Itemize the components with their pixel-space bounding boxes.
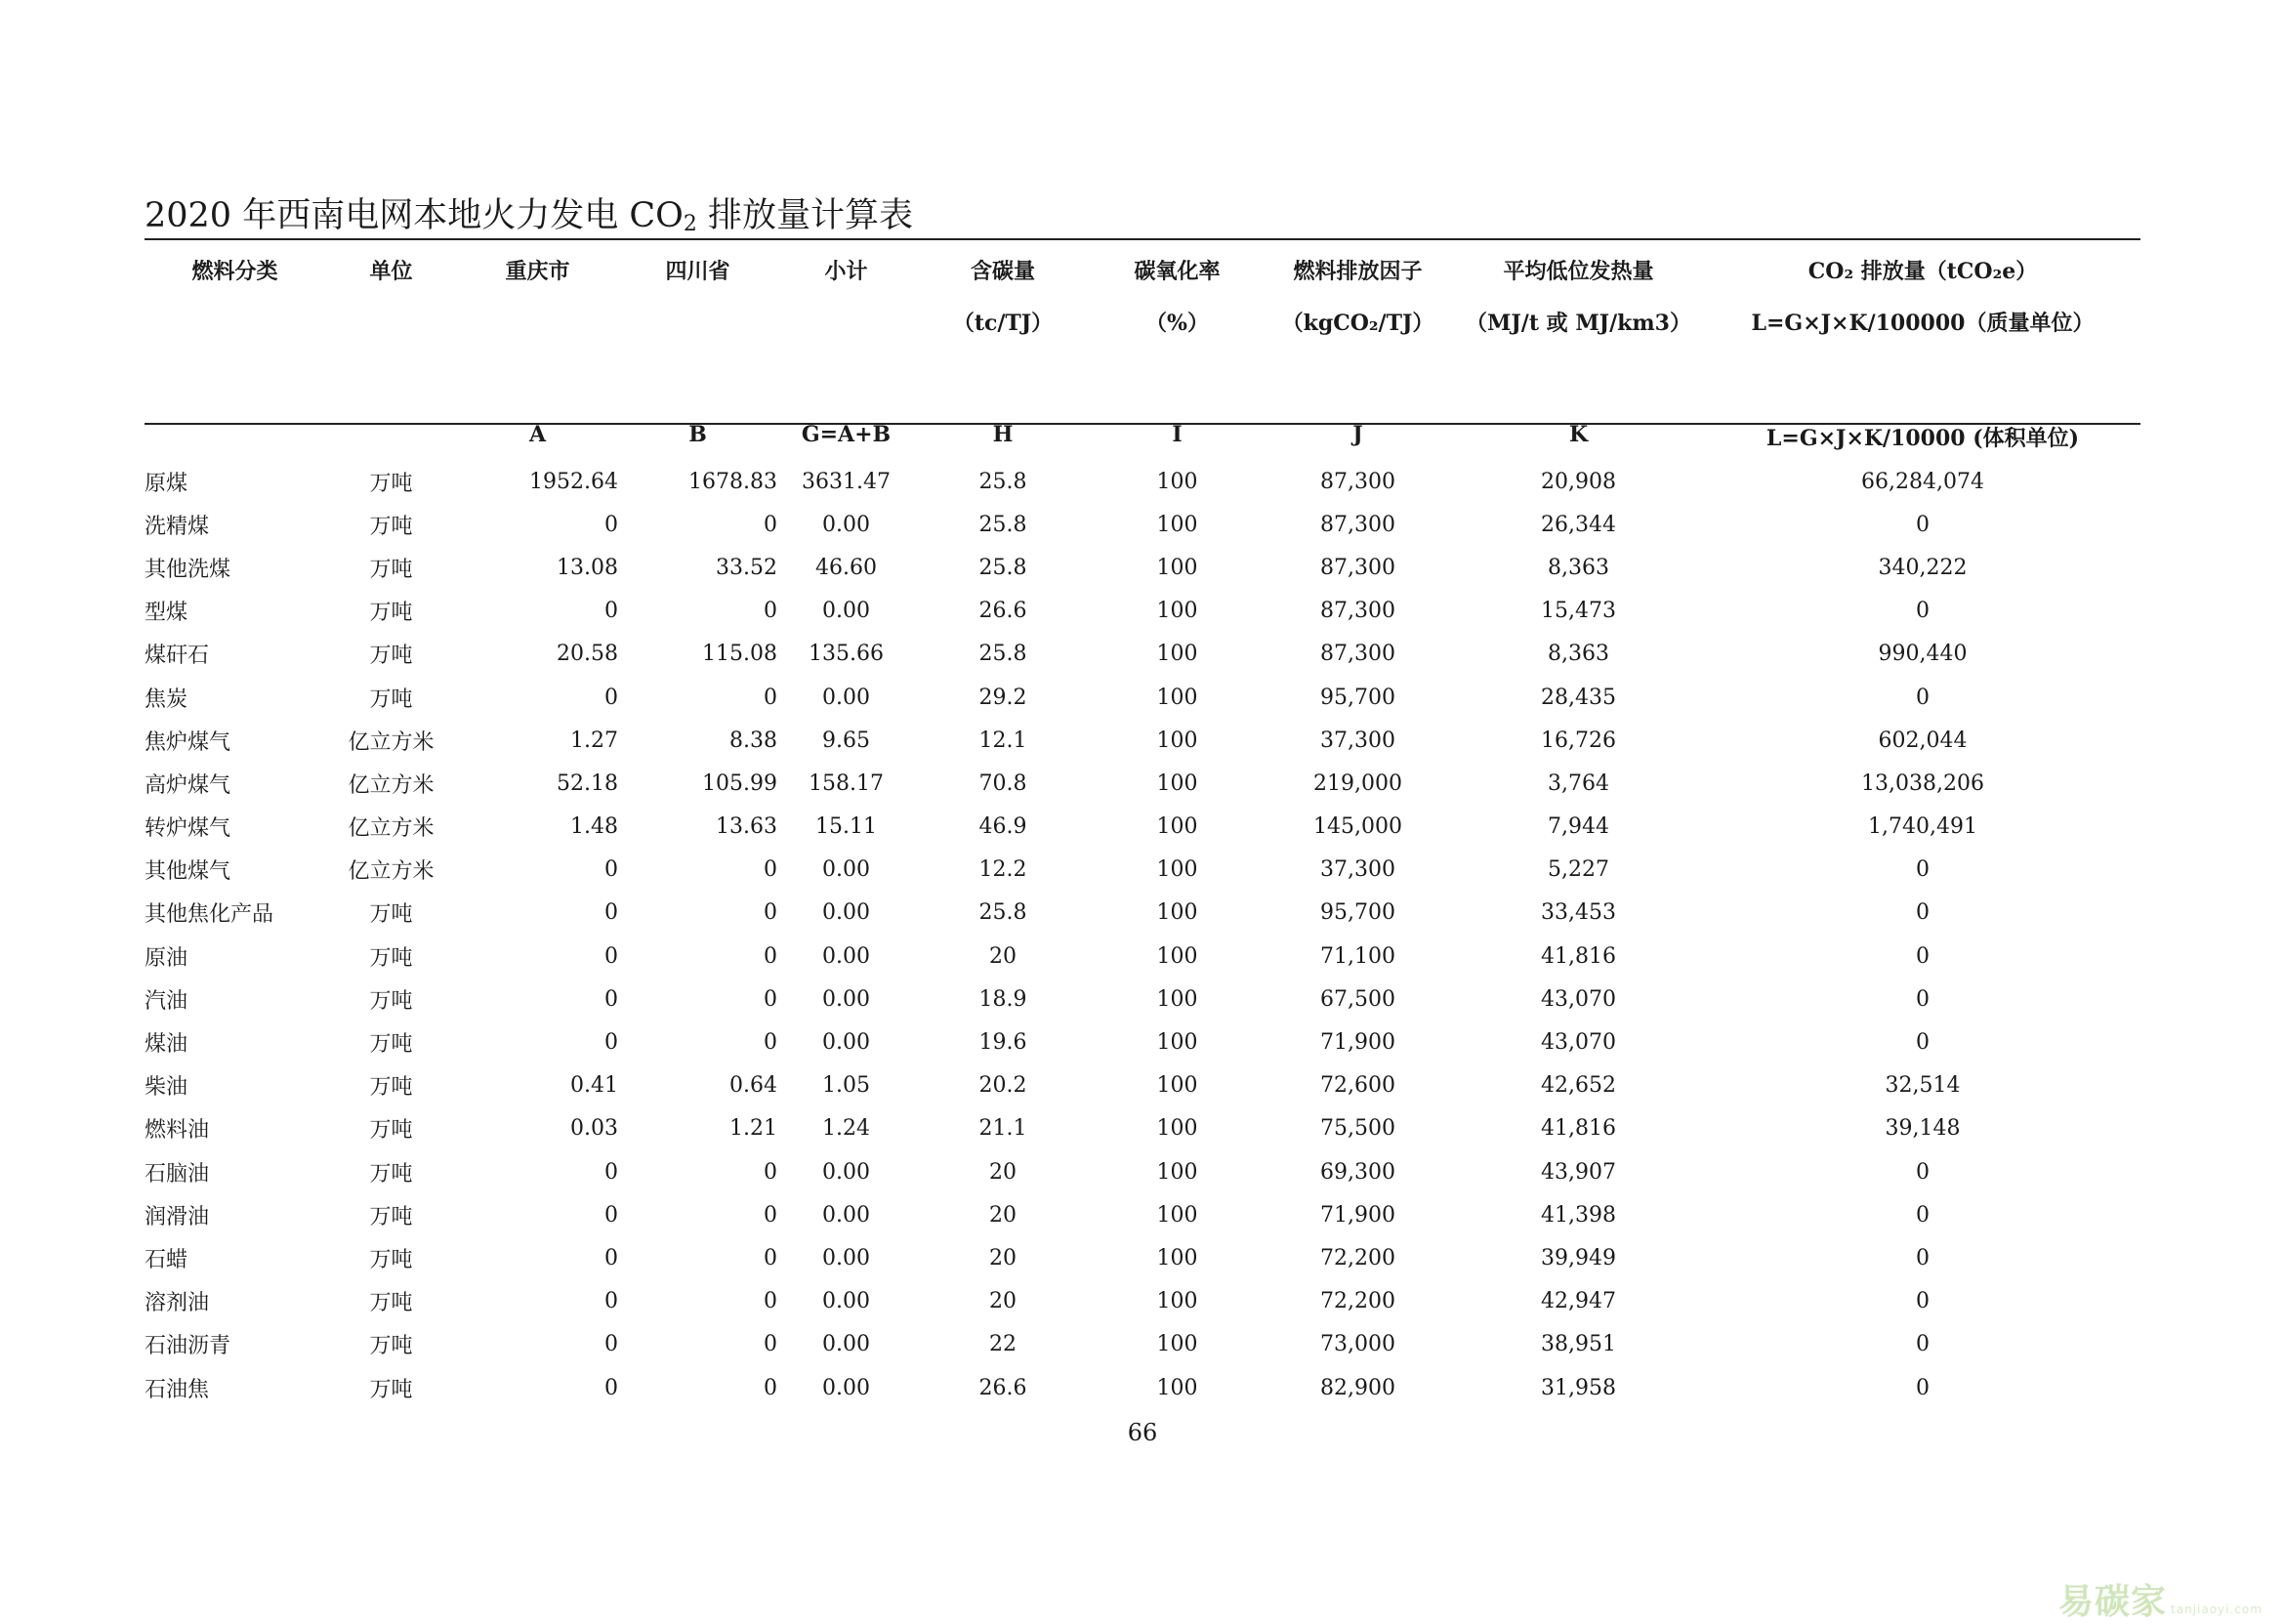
table-row bbox=[145, 1323, 2140, 1366]
co2-emission: 0 bbox=[1916, 1332, 1930, 1357]
table-row bbox=[145, 762, 2140, 805]
oxidation-rate: 100 bbox=[1156, 642, 1198, 667]
carbon-content: 20 bbox=[989, 1202, 1017, 1228]
table-row bbox=[145, 1107, 2140, 1150]
subtotal-value: 46.60 bbox=[815, 555, 877, 580]
emission-factor: 95,700 bbox=[1320, 900, 1395, 926]
table-row bbox=[145, 503, 2140, 546]
unit: 亿立方米 bbox=[348, 816, 435, 842]
carbon-content: 12.1 bbox=[978, 728, 1027, 753]
subtotal-value: 0.00 bbox=[822, 599, 870, 624]
fuel-name: 煤油 bbox=[145, 1032, 188, 1058]
code-i: I bbox=[1172, 422, 1183, 447]
unit-carbon-content: （tc/TJ） bbox=[952, 311, 1054, 336]
chongqing-value: 1.48 bbox=[570, 814, 618, 840]
oxidation-rate: 100 bbox=[1156, 1289, 1198, 1314]
oxidation-rate: 100 bbox=[1156, 1245, 1198, 1270]
fuel-name: 洗精煤 bbox=[145, 514, 210, 539]
heat-value: 41,398 bbox=[1541, 1202, 1616, 1228]
table-row bbox=[145, 452, 2140, 503]
co2-emission: 0 bbox=[1916, 1030, 1930, 1056]
oxidation-rate: 100 bbox=[1156, 814, 1198, 840]
fuel-name: 柴油 bbox=[145, 1075, 188, 1101]
chongqing-value: 0 bbox=[604, 685, 618, 710]
unit: 万吨 bbox=[369, 687, 413, 712]
co2-emission: 13,038,206 bbox=[1861, 770, 1984, 796]
fuel-name: 焦炉煤气 bbox=[145, 729, 231, 755]
heat-value: 33,453 bbox=[1541, 900, 1616, 926]
oxidation-rate: 100 bbox=[1156, 943, 1198, 969]
table-row bbox=[145, 849, 2140, 892]
emission-factor: 145,000 bbox=[1313, 814, 1402, 840]
carbon-content: 25.8 bbox=[978, 555, 1027, 580]
co2-emission: 0 bbox=[1916, 512, 1930, 537]
subtotal-value: 1.05 bbox=[822, 1073, 870, 1099]
table-row bbox=[145, 978, 2140, 1020]
table-row bbox=[145, 1150, 2140, 1193]
chongqing-value: 52.18 bbox=[557, 770, 618, 796]
emission-factor: 37,300 bbox=[1320, 728, 1395, 753]
chongqing-value: 1952.64 bbox=[529, 469, 618, 494]
carbon-content: 21.1 bbox=[978, 1116, 1027, 1142]
unit: 万吨 bbox=[369, 1247, 413, 1272]
table-row bbox=[145, 633, 2140, 676]
sichuan-value: 0 bbox=[764, 599, 777, 624]
co2-emission: 340,222 bbox=[1878, 555, 1968, 580]
heat-value: 43,070 bbox=[1541, 986, 1616, 1012]
carbon-content: 20 bbox=[989, 943, 1017, 969]
carbon-content: 20 bbox=[989, 1159, 1017, 1185]
chongqing-value: 0 bbox=[604, 986, 618, 1012]
chongqing-value: 0 bbox=[604, 900, 618, 926]
subtotal-value: 0.00 bbox=[822, 986, 870, 1012]
heat-value: 42,652 bbox=[1541, 1073, 1616, 1099]
sichuan-value: 0 bbox=[764, 685, 777, 710]
carbon-content: 26.6 bbox=[978, 1375, 1027, 1400]
subtotal-value: 0.00 bbox=[822, 1245, 870, 1270]
carbon-content: 29.2 bbox=[978, 685, 1027, 710]
co2-emission: 1,740,491 bbox=[1868, 814, 1977, 840]
table-row bbox=[145, 1193, 2140, 1236]
fuel-name: 燃料油 bbox=[145, 1118, 210, 1144]
emission-factor: 71,100 bbox=[1320, 943, 1395, 969]
co2-emission: 0 bbox=[1916, 943, 1930, 969]
carbon-content: 18.9 bbox=[978, 986, 1027, 1012]
emissions-table bbox=[145, 244, 2140, 1409]
carbon-content: 19.6 bbox=[978, 1030, 1027, 1056]
table-row bbox=[145, 719, 2140, 762]
unit: 万吨 bbox=[369, 644, 413, 669]
co2-emission: 0 bbox=[1916, 1245, 1930, 1270]
carbon-content: 46.9 bbox=[978, 814, 1027, 840]
page-number: 66 bbox=[1127, 1419, 1158, 1446]
formula-volume-unit: L=G×J×K/10000 (体积单位) bbox=[1765, 426, 2080, 451]
chongqing-value: 1.27 bbox=[570, 728, 618, 753]
unit-oxidation-rate: （%） bbox=[1145, 311, 1209, 336]
header-heat-value: 平均低位发热量 bbox=[1503, 259, 1654, 284]
fuel-name: 其他洗煤 bbox=[145, 557, 231, 582]
emission-factor: 67,500 bbox=[1320, 986, 1395, 1012]
table-row bbox=[145, 590, 2140, 633]
unit: 亿立方米 bbox=[348, 772, 435, 798]
unit: 万吨 bbox=[369, 1377, 413, 1402]
header-row-1 bbox=[145, 244, 2140, 296]
header-sichuan: 四川省 bbox=[665, 259, 730, 284]
oxidation-rate: 100 bbox=[1156, 555, 1198, 580]
fuel-name: 原煤 bbox=[145, 471, 188, 496]
subtotal-value: 0.00 bbox=[822, 943, 870, 969]
unit: 万吨 bbox=[369, 514, 413, 539]
emission-factor: 75,500 bbox=[1320, 1116, 1395, 1142]
heat-value: 41,816 bbox=[1541, 1116, 1616, 1142]
chongqing-value: 0 bbox=[604, 599, 618, 624]
heat-value: 39,949 bbox=[1541, 1245, 1616, 1270]
oxidation-rate: 100 bbox=[1156, 1116, 1198, 1142]
unit: 万吨 bbox=[369, 471, 413, 496]
unit: 万吨 bbox=[369, 1204, 413, 1229]
emission-factor: 95,700 bbox=[1320, 685, 1395, 710]
emission-factor: 37,300 bbox=[1320, 857, 1395, 883]
unit: 万吨 bbox=[369, 902, 413, 928]
co2-emission: 0 bbox=[1916, 986, 1930, 1012]
fuel-name: 溶剂油 bbox=[145, 1291, 210, 1316]
chongqing-value: 0.03 bbox=[570, 1116, 618, 1142]
code-h: H bbox=[992, 422, 1014, 447]
oxidation-rate: 100 bbox=[1156, 1073, 1198, 1099]
unit-heat-value: （MJ/t 或 MJ/km3） bbox=[1466, 311, 1691, 336]
sichuan-value: 0 bbox=[764, 986, 777, 1012]
chongqing-value: 0 bbox=[604, 1332, 618, 1357]
fuel-name: 原油 bbox=[145, 945, 188, 971]
sichuan-value: 1678.83 bbox=[688, 469, 777, 494]
fuel-name: 转炉煤气 bbox=[145, 816, 231, 842]
co2-emission: 0 bbox=[1916, 1375, 1930, 1400]
carbon-content: 25.8 bbox=[978, 512, 1027, 537]
table-row bbox=[145, 806, 2140, 849]
emission-factor: 72,600 bbox=[1320, 1073, 1395, 1099]
co2-emission: 32,514 bbox=[1885, 1073, 1961, 1099]
emission-factor: 87,300 bbox=[1320, 642, 1395, 667]
sichuan-value: 0.64 bbox=[729, 1073, 777, 1099]
unit: 万吨 bbox=[369, 1032, 413, 1058]
sichuan-value: 1.21 bbox=[729, 1116, 777, 1142]
chongqing-value: 0 bbox=[604, 1030, 618, 1056]
fuel-name: 石油沥青 bbox=[145, 1334, 231, 1359]
fuel-name: 高炉煤气 bbox=[145, 772, 231, 798]
subtotal-value: 135.66 bbox=[809, 642, 884, 667]
oxidation-rate: 100 bbox=[1156, 1202, 1198, 1228]
chongqing-value: 0 bbox=[604, 1289, 618, 1314]
table-row bbox=[145, 1366, 2140, 1409]
table-row bbox=[145, 676, 2140, 719]
chongqing-value: 20.58 bbox=[557, 642, 618, 667]
unit: 万吨 bbox=[369, 1161, 413, 1187]
carbon-content: 20.2 bbox=[978, 1073, 1027, 1099]
chongqing-value: 0 bbox=[604, 943, 618, 969]
carbon-content: 22 bbox=[989, 1332, 1017, 1357]
header-carbon-content: 含碳量 bbox=[970, 259, 1035, 284]
table-row bbox=[145, 892, 2140, 935]
subtotal-value: 0.00 bbox=[822, 512, 870, 537]
sichuan-value: 13.63 bbox=[716, 814, 777, 840]
table-row bbox=[145, 546, 2140, 589]
oxidation-rate: 100 bbox=[1156, 1159, 1198, 1185]
carbon-content: 26.6 bbox=[978, 599, 1027, 624]
oxidation-rate: 100 bbox=[1156, 685, 1198, 710]
heat-value: 28,435 bbox=[1541, 685, 1616, 710]
subtotal-value: 0.00 bbox=[822, 685, 870, 710]
unit: 万吨 bbox=[369, 1118, 413, 1144]
co2-emission: 66,284,074 bbox=[1861, 469, 1984, 494]
header-fuel: 燃料分类 bbox=[191, 259, 278, 284]
subtotal-value: 15.11 bbox=[815, 814, 877, 840]
heat-value: 7,944 bbox=[1548, 814, 1609, 840]
carbon-content: 12.2 bbox=[978, 857, 1027, 883]
fuel-name: 其他焦化产品 bbox=[145, 902, 274, 928]
heat-value: 5,227 bbox=[1548, 857, 1609, 883]
co2-emission: 602,044 bbox=[1878, 728, 1968, 753]
carbon-content: 25.8 bbox=[978, 642, 1027, 667]
sichuan-value: 0 bbox=[764, 1375, 777, 1400]
sichuan-value: 8.38 bbox=[729, 728, 777, 753]
unit: 亿立方米 bbox=[348, 859, 435, 885]
subtotal-value: 158.17 bbox=[809, 770, 884, 796]
chongqing-value: 0 bbox=[604, 1202, 618, 1228]
subtotal-value: 0.00 bbox=[822, 1030, 870, 1056]
code-j: J bbox=[1352, 422, 1363, 447]
fuel-name: 焦炭 bbox=[145, 687, 188, 712]
carbon-content: 20 bbox=[989, 1289, 1017, 1314]
sichuan-value: 0 bbox=[764, 512, 777, 537]
header-row-3 bbox=[145, 416, 2140, 452]
unit: 万吨 bbox=[369, 988, 413, 1014]
unit: 万吨 bbox=[369, 945, 413, 971]
formula-mass-unit: L=G×J×K/100000（质量单位） bbox=[1751, 311, 2095, 336]
heat-value: 43,070 bbox=[1541, 1030, 1616, 1056]
sichuan-value: 0 bbox=[764, 1289, 777, 1314]
carbon-content: 70.8 bbox=[978, 770, 1027, 796]
code-g: G=A+B bbox=[801, 422, 892, 447]
co2-emission: 39,148 bbox=[1885, 1116, 1961, 1142]
sichuan-value: 0 bbox=[764, 1159, 777, 1185]
header-oxidation-rate: 碳氧化率 bbox=[1134, 259, 1221, 284]
oxidation-rate: 100 bbox=[1156, 986, 1198, 1012]
unit: 万吨 bbox=[369, 601, 413, 626]
oxidation-rate: 100 bbox=[1156, 857, 1198, 883]
sichuan-value: 115.08 bbox=[702, 642, 777, 667]
emission-factor: 87,300 bbox=[1320, 512, 1395, 537]
header-subtotal: 小计 bbox=[824, 259, 868, 284]
oxidation-rate: 100 bbox=[1156, 512, 1198, 537]
emission-factor: 219,000 bbox=[1313, 770, 1402, 796]
header-emission-factor: 燃料排放因子 bbox=[1293, 259, 1423, 284]
chongqing-value: 13.08 bbox=[557, 555, 618, 580]
co2-emission: 0 bbox=[1916, 1202, 1930, 1228]
co2-emission: 0 bbox=[1916, 1289, 1930, 1314]
fuel-name: 型煤 bbox=[145, 601, 188, 626]
unit: 万吨 bbox=[369, 1334, 413, 1359]
heat-value: 16,726 bbox=[1541, 728, 1616, 753]
header-unit: 单位 bbox=[369, 259, 413, 284]
sichuan-value: 0 bbox=[764, 1030, 777, 1056]
co2-emission: 0 bbox=[1916, 685, 1930, 710]
heat-value: 38,951 bbox=[1541, 1332, 1616, 1357]
unit: 万吨 bbox=[369, 557, 413, 582]
subtotal-value: 0.00 bbox=[822, 1159, 870, 1185]
fuel-name: 石油焦 bbox=[145, 1377, 210, 1402]
subtotal-value: 0.00 bbox=[822, 1289, 870, 1314]
subtotal-value: 1.24 bbox=[822, 1116, 870, 1142]
sichuan-value: 0 bbox=[764, 857, 777, 883]
header-row-2 bbox=[145, 296, 2140, 348]
unit: 万吨 bbox=[369, 1075, 413, 1101]
chongqing-value: 0 bbox=[604, 512, 618, 537]
subtotal-value: 0.00 bbox=[822, 857, 870, 883]
chongqing-value: 0 bbox=[604, 1245, 618, 1270]
fuel-name: 石蜡 bbox=[145, 1247, 188, 1272]
subtotal-value: 0.00 bbox=[822, 1375, 870, 1400]
co2-emission: 0 bbox=[1916, 1159, 1930, 1185]
oxidation-rate: 100 bbox=[1156, 770, 1198, 796]
fuel-name: 润滑油 bbox=[145, 1204, 210, 1229]
sichuan-value: 0 bbox=[764, 943, 777, 969]
table-row bbox=[145, 1020, 2140, 1063]
carbon-content: 25.8 bbox=[978, 469, 1027, 494]
sichuan-value: 0 bbox=[764, 1332, 777, 1357]
emission-factor: 82,900 bbox=[1320, 1375, 1395, 1400]
chongqing-value: 0 bbox=[604, 857, 618, 883]
emission-factor: 71,900 bbox=[1320, 1030, 1395, 1056]
subtotal-value: 0.00 bbox=[822, 1332, 870, 1357]
co2-emission: 0 bbox=[1916, 599, 1930, 624]
header-chongqing: 重庆市 bbox=[505, 259, 570, 284]
table-row bbox=[145, 1280, 2140, 1323]
sichuan-value: 105.99 bbox=[702, 770, 777, 796]
oxidation-rate: 100 bbox=[1156, 728, 1198, 753]
table-body bbox=[145, 452, 2140, 1409]
emission-factor: 73,000 bbox=[1320, 1332, 1395, 1357]
fuel-name: 石脑油 bbox=[145, 1161, 210, 1187]
emission-factor: 69,300 bbox=[1320, 1159, 1395, 1185]
subtotal-value: 0.00 bbox=[822, 900, 870, 926]
subtotal-value: 9.65 bbox=[822, 728, 870, 753]
heat-value: 43,907 bbox=[1541, 1159, 1616, 1185]
fuel-name: 煤矸石 bbox=[145, 644, 210, 669]
subtotal-value: 0.00 bbox=[822, 1202, 870, 1228]
code-b: B bbox=[688, 422, 707, 447]
emission-factor: 71,900 bbox=[1320, 1202, 1395, 1228]
heat-value: 31,958 bbox=[1541, 1375, 1616, 1400]
heat-value: 8,363 bbox=[1548, 642, 1609, 667]
heat-value: 15,473 bbox=[1541, 599, 1616, 624]
watermark-logo: 易碳家 tanjiaoyi.com bbox=[2058, 1582, 2263, 1622]
table-row bbox=[145, 1236, 2140, 1279]
co2-emission: 0 bbox=[1916, 857, 1930, 883]
unit: 万吨 bbox=[369, 1291, 413, 1316]
header-co2-emission: CO₂ 排放量（tCO₂e） bbox=[1807, 259, 2038, 284]
heat-value: 42,947 bbox=[1541, 1289, 1616, 1314]
emission-factor: 87,300 bbox=[1320, 469, 1395, 494]
oxidation-rate: 100 bbox=[1156, 1375, 1198, 1400]
unit: 亿立方米 bbox=[348, 729, 435, 755]
carbon-content: 25.8 bbox=[978, 900, 1027, 926]
sichuan-value: 0 bbox=[764, 1245, 777, 1270]
page-title: 2020 年西南电网本地火力发电 $CO_2$ 排放量计算表 bbox=[145, 196, 913, 236]
subtotal-value: 3631.47 bbox=[802, 469, 891, 494]
table-row bbox=[145, 1064, 2140, 1107]
oxidation-rate: 100 bbox=[1156, 599, 1198, 624]
oxidation-rate: 100 bbox=[1156, 900, 1198, 926]
heat-value: 3,764 bbox=[1548, 770, 1609, 796]
carbon-content: 20 bbox=[989, 1245, 1017, 1270]
chongqing-value: 0 bbox=[604, 1375, 618, 1400]
fuel-name: 汽油 bbox=[145, 988, 188, 1014]
code-a: A bbox=[528, 422, 547, 447]
emission-factor: 87,300 bbox=[1320, 599, 1395, 624]
heat-value: 8,363 bbox=[1548, 555, 1609, 580]
table-row bbox=[145, 935, 2140, 978]
unit-emission-factor: （kgCO₂/TJ） bbox=[1281, 311, 1434, 336]
code-k: K bbox=[1568, 422, 1589, 447]
sichuan-value: 0 bbox=[764, 900, 777, 926]
oxidation-rate: 100 bbox=[1156, 1332, 1198, 1357]
chongqing-value: 0 bbox=[604, 1159, 618, 1185]
sichuan-value: 33.52 bbox=[716, 555, 777, 580]
emission-factor: 72,200 bbox=[1320, 1289, 1395, 1314]
emission-factor: 72,200 bbox=[1320, 1245, 1395, 1270]
table-top-rule bbox=[145, 238, 2140, 240]
heat-value: 41,816 bbox=[1541, 943, 1616, 969]
oxidation-rate: 100 bbox=[1156, 1030, 1198, 1056]
sichuan-value: 0 bbox=[764, 1202, 777, 1228]
heat-value: 20,908 bbox=[1541, 469, 1616, 494]
fuel-name: 其他煤气 bbox=[145, 859, 231, 885]
heat-value: 26,344 bbox=[1541, 512, 1616, 537]
co2-emission: 990,440 bbox=[1878, 642, 1968, 667]
emission-factor: 87,300 bbox=[1320, 555, 1395, 580]
co2-emission: 0 bbox=[1916, 900, 1930, 926]
oxidation-rate: 100 bbox=[1156, 469, 1198, 494]
chongqing-value: 0.41 bbox=[570, 1073, 618, 1099]
